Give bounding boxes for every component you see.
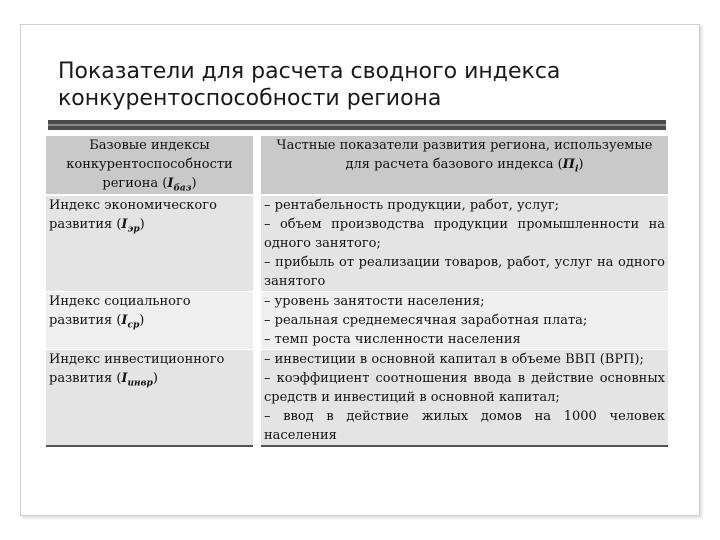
header-left-symbol-main: I: [167, 176, 174, 191]
table-row-social: [46, 292, 668, 350]
header-base-indices: [46, 136, 257, 195]
social-index-line-1: Индекс социального: [49, 294, 191, 309]
investment-symbol-main: I: [121, 371, 128, 386]
economic-indicators-cell: [257, 195, 668, 292]
social-index-cell: [46, 292, 257, 350]
economic-indicator-2-line-2: одного занятого;: [264, 236, 381, 251]
investment-indicator-3-line-1: – ввод в действие жилых домов на 1000 человек: [264, 409, 665, 424]
indicators-table: [46, 136, 668, 447]
header-left-line-2: конкурентоспособности: [66, 157, 233, 172]
social-index-suffix: ): [139, 313, 145, 328]
slide-title-line-2: конкурентоспособности региона: [58, 86, 442, 111]
table-header-row: [46, 136, 668, 195]
economic-index-suffix: ): [139, 217, 145, 232]
investment-symbol-sub: инвр: [127, 378, 153, 389]
economic-symbol-sub: эр: [127, 224, 140, 235]
social-indicator-2: – реальная среднемесячная заработная плата;: [264, 313, 588, 328]
header-partial-indicators: [257, 136, 668, 195]
economic-indicator-3-line-2: занятого: [264, 274, 326, 289]
header-left-prefix: региона (: [102, 176, 168, 191]
economic-symbol-main: I: [121, 217, 128, 232]
header-left-line-1: Базовые индексы: [89, 138, 210, 153]
title-underline-accent: [48, 124, 666, 126]
investment-indicator-3-line-2: населения: [264, 428, 337, 443]
investment-index-suffix: ): [152, 371, 158, 386]
economic-indicator-3-line-1: – прибыль от реализации товаров, работ, услуг на одного: [264, 255, 665, 270]
header-right-symbol-sub: i: [574, 164, 579, 175]
header-right-line-2: [264, 155, 665, 174]
social-symbol-sub: ср: [127, 320, 140, 331]
header-left-symbol-sub: баз: [173, 183, 192, 194]
economic-indicator-2-line-1: – объем производства продукции промышленности на: [264, 217, 665, 232]
investment-index-cell: [46, 350, 257, 447]
social-indicators-cell: [257, 292, 668, 350]
table-row-investment: [46, 350, 668, 447]
header-right-symbol: [562, 157, 579, 175]
investment-index-symbol: [121, 371, 153, 389]
social-symbol-main: I: [121, 313, 128, 328]
economic-index-cell: [46, 195, 257, 292]
economic-index-prefix: развития (: [49, 217, 122, 232]
economic-index-symbol: [121, 217, 140, 235]
header-right-line-1: Частные показатели развития региона, используемые: [276, 138, 653, 153]
header-right-prefix: для расчета базового индекса (: [345, 157, 563, 172]
slide-title-line-1: Показатели для расчета сводного индекса: [58, 59, 561, 84]
social-index-prefix: развития (: [49, 313, 122, 328]
header-left-symbol: [167, 176, 192, 194]
social-indicator-3: – темп роста численности населения: [264, 332, 521, 347]
social-indicator-1: – уровень занятости населения;: [264, 294, 485, 309]
slide-title: [58, 58, 678, 112]
social-index-line-2: [49, 311, 250, 330]
header-right-suffix: ): [578, 157, 584, 172]
header-left-suffix: ): [191, 176, 197, 191]
investment-index-prefix: развития (: [49, 371, 122, 386]
header-right-symbol-main: П: [562, 157, 575, 172]
investment-indicator-2-line-1: – коэффициент соотношения ввода в действие основных: [264, 371, 665, 386]
investment-indicator-2-line-2: средств и инвестиций в основной капитал;: [264, 390, 560, 405]
investment-indicators-cell: [257, 350, 668, 447]
header-left-line-3: [49, 174, 250, 193]
economic-indicator-1: – рентабельность продукции, работ, услуг;: [264, 198, 560, 213]
table-row-economic: [46, 195, 668, 292]
investment-indicator-1: – инвестиции в основной капитал в объеме ВВП (ВРП);: [264, 352, 644, 367]
investment-index-line-1: Индекс инвестиционного: [49, 352, 225, 367]
economic-index-line-1: Индекс экономического: [49, 198, 217, 213]
investment-index-line-2: [49, 369, 250, 388]
social-index-symbol: [121, 313, 140, 331]
economic-index-line-2: [49, 215, 250, 234]
